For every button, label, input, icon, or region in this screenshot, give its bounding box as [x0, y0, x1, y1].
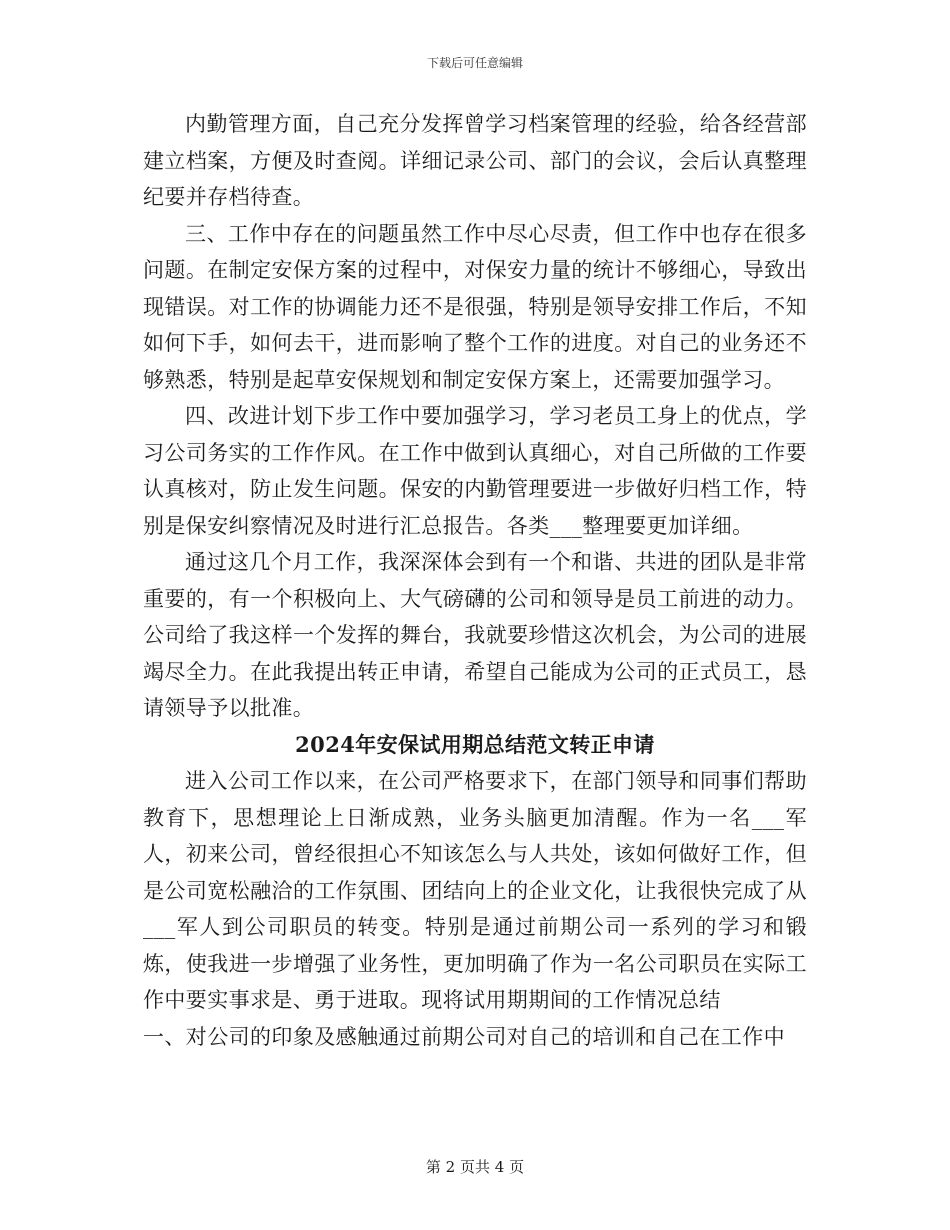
section-title: 2024年安保试用期总结范文转正申请: [295, 731, 655, 757]
paragraph-existing-problems: 三、工作中存在的问题虽然工作中尽心尽责，但工作中也存在很多问题。在制定安保方案的过程中，对保安力量的统计不够细心，导致出现错误。对工作的协调能力还不是很强，特别是领导安排工作后，不知如何下手，如何去干，进而影响了整个工作的进度。对自己的业务还不够熟悉，特别是起草安保规划和制定安保方案上，还需要加强学习。: [143, 221, 807, 392]
paragraph-improvement-plan: 四、改进计划下步工作中要加强学习，学习老员工身上的优点，学习公司务实的工作作风。在工作中做到认真细心，对自己所做的工作要认真核对，防止发生问题。保安的内勤管理要进一步做好归档工作，特别是保安纠察情况及时进行汇总报告。各类___整理要更加详细。: [143, 404, 807, 538]
paragraph-company-impression: 一、对公司的印象及感触通过前期公司对自己的培训和自己在工作中: [143, 1024, 785, 1049]
page-number: 第 2 页共 4 页: [425, 1158, 525, 1176]
paragraph-intro: 进入公司工作以来，在公司严格要求下，在部门领导和同事们帮助教育下，思想理论上日渐成熟，业务头脑更加清醒。作为一名___军人，初来公司，曾经很担心不知该怎么与人共处，该如何做好工作，但是公司宽松融洽的工作氛围、团结向上的企业文化，让我很快完成了从___军人到公司职员的转变。特别是通过前期公司一系列的学习和锻炼，使我进一步增强了业务性，更加明确了作为一名公司职员在实际工作中要实事求是、勇于进取。现将试用期期间的工作情况总结: [143, 769, 807, 1012]
paragraph-conclusion: 通过这几个月工作，我深深体会到有一个和谐、共进的团队是非常重要的，有一个积极向上、大气磅礴的公司和领导是员工前进的动力。公司给了我这样一个发挥的舞台，我就要珍惜这次机会，为公司的进展竭尽全力。在此我提出转正申请，希望自己能成为公司的正式员工，恳请领导予以批准。: [143, 550, 807, 720]
paragraph-internal-management: 内勤管理方面，自己充分发挥曾学习档案管理的经验，给各经营部建立档案，方便及时查阅。详细记录公司、部门的会议，会后认真整理纪要并存档待查。: [143, 112, 807, 209]
document-body: [143, 106, 807, 1055]
page-header-note: 下载后可任意编辑: [426, 56, 523, 70]
